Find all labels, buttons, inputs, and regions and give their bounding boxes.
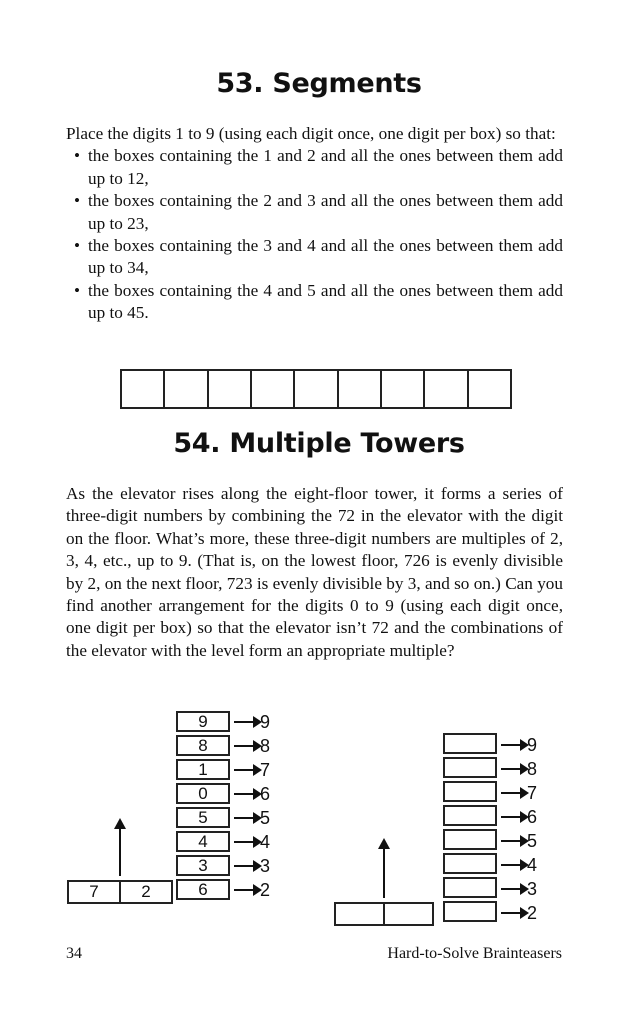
book-title: Hard-to-Solve Brainteasers <box>387 945 562 962</box>
tower-cell: 8 <box>176 735 230 756</box>
floor-label: 5 <box>234 806 270 830</box>
blank-tower <box>443 733 497 925</box>
bullet-1: • the boxes containing the 1 and 2 and all the ones between them add up to 12, <box>73 146 563 188</box>
tower-cell: 9 <box>176 711 230 732</box>
example-elevator <box>67 880 173 904</box>
arrow-right-icon <box>501 912 525 914</box>
floor-label: 4 <box>501 853 537 877</box>
puzzle-54-text: As the elevator rises along the eight-floor tower, it forms a series of three-digit numbers by combining the 72 in the elevator with the digit on the floor. What’s more, these three-digit numbers are multiples of 2, 3, 4, etc., up to 9. (That is, on the lowest floor, 726 is evenly divisible by 2, on the next floor, 723 is evenly divisible by 3, and so on.) Can you find another arrangement for the digits 0 to 9 (using each digit once, one digit per box) so that the elevator isn’t 72 and the combinations of the elevator with the level form an appropriate multiple? <box>66 484 563 660</box>
elevator-cell: 7 <box>69 882 121 902</box>
tower-cell: 6 <box>176 879 230 900</box>
segment-box[interactable] <box>209 371 252 407</box>
segment-box[interactable] <box>122 371 165 407</box>
floor-label: 4 <box>234 830 270 854</box>
floor-label: 9 <box>501 733 537 757</box>
arrow-right-icon <box>501 864 525 866</box>
blank-tower-cell[interactable] <box>443 805 497 826</box>
floor-label: 8 <box>501 757 537 781</box>
arrow-right-icon <box>234 745 258 747</box>
puzzle-53-intro: Place the digits 1 to 9 (using each digit once, one digit per box) so that: <box>66 124 556 143</box>
arrow-right-icon <box>234 841 258 843</box>
arrow-right-icon <box>234 865 258 867</box>
floor-label: 6 <box>234 782 270 806</box>
segment-box[interactable] <box>382 371 425 407</box>
floor-label: 3 <box>234 854 270 878</box>
tower-cell: 4 <box>176 831 230 852</box>
blank-elevator <box>334 902 434 926</box>
blank-tower-cell[interactable] <box>443 853 497 874</box>
floor-label: 8 <box>234 734 270 758</box>
elevator-cell[interactable] <box>336 904 385 924</box>
arrow-right-icon <box>234 793 258 795</box>
puzzle-53-text <box>66 123 563 325</box>
blank-tower-cell[interactable] <box>443 757 497 778</box>
blank-tower-cell[interactable] <box>443 829 497 850</box>
arrow-right-icon <box>501 792 525 794</box>
floor-label: 3 <box>501 877 537 901</box>
bullet-4: • the boxes containing the 4 and 5 and all the ones between them add up to 45. <box>73 280 563 323</box>
arrow-right-icon <box>234 817 258 819</box>
up-arrow-icon <box>119 826 121 876</box>
arrow-right-icon <box>234 721 258 723</box>
segment-box[interactable] <box>469 371 510 407</box>
arrow-right-icon <box>501 768 525 770</box>
bullet-3: • the boxes containing the 3 and 4 and all the ones between them add up to 34, <box>73 236 563 278</box>
arrow-right-icon <box>501 744 525 746</box>
segment-boxes <box>120 369 512 409</box>
blank-tower-cell[interactable] <box>443 877 497 898</box>
arrow-right-icon <box>234 889 258 891</box>
segment-box[interactable] <box>295 371 338 407</box>
tower-cell: 3 <box>176 855 230 876</box>
floor-label: 2 <box>234 878 270 902</box>
segment-box[interactable] <box>339 371 382 407</box>
tower-cell: 0 <box>176 783 230 804</box>
floor-label: 7 <box>234 758 270 782</box>
blank-tower-cell[interactable] <box>443 781 497 802</box>
floor-label: 2 <box>501 901 537 925</box>
puzzle-53-title: 53. Segments <box>216 68 422 99</box>
elevator-cell[interactable] <box>385 904 432 924</box>
puzzle-54-title: 54. Multiple Towers <box>173 428 465 459</box>
arrow-right-icon <box>501 816 525 818</box>
segment-box[interactable] <box>165 371 208 407</box>
arrow-right-icon <box>501 840 525 842</box>
example-tower <box>176 711 230 903</box>
blank-tower-cell[interactable] <box>443 733 497 754</box>
elevator-cell: 2 <box>141 882 151 901</box>
tower-cell: 1 <box>176 759 230 780</box>
segment-box[interactable] <box>252 371 295 407</box>
floor-label: 6 <box>501 805 537 829</box>
bullet-2: • the boxes containing the 2 and 3 and all the ones between them add up to 23, <box>73 191 563 233</box>
arrow-right-icon <box>234 769 258 771</box>
floor-label: 9 <box>234 710 270 734</box>
floor-label: 7 <box>501 781 537 805</box>
arrow-right-icon <box>501 888 525 890</box>
page-number: 34 <box>66 945 82 962</box>
up-arrow-icon <box>383 846 385 898</box>
tower-cell: 5 <box>176 807 230 828</box>
blank-tower-cell[interactable] <box>443 901 497 922</box>
segment-box[interactable] <box>425 371 468 407</box>
floor-label: 5 <box>501 829 537 853</box>
